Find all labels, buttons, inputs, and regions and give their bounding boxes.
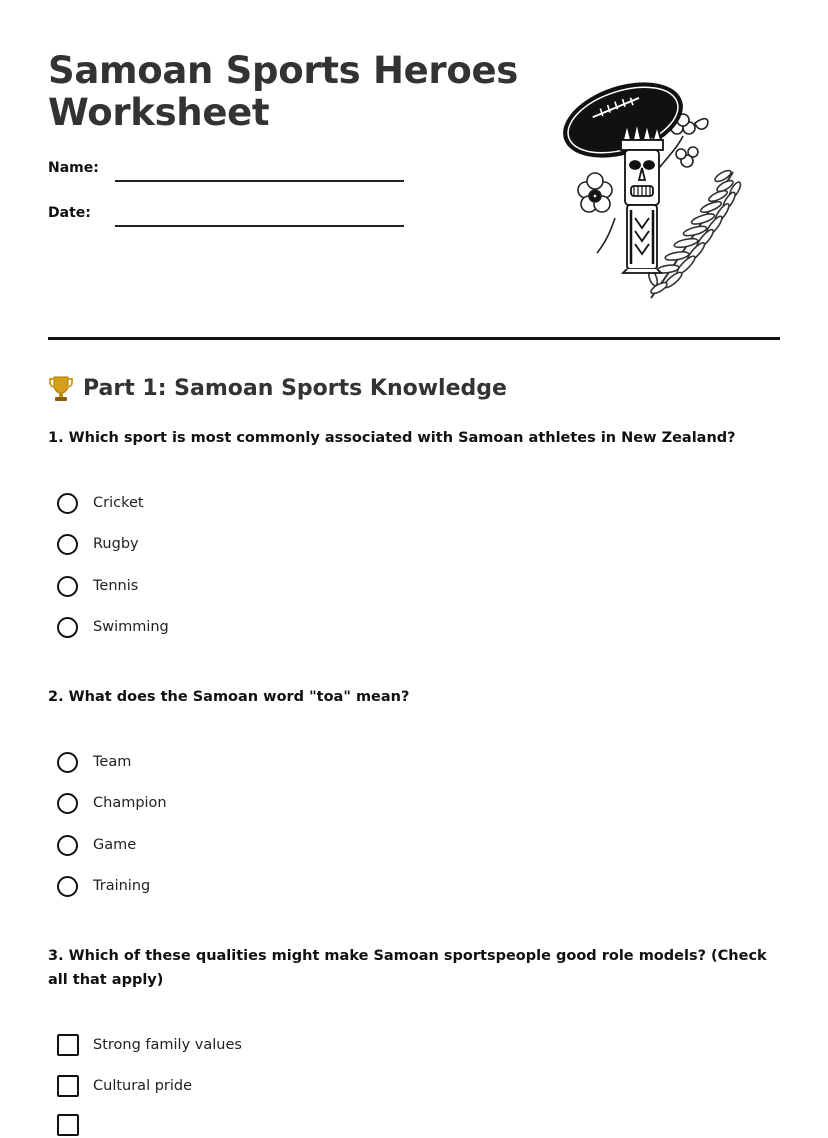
option-label: Team	[93, 754, 132, 770]
radio-button[interactable]	[57, 793, 78, 814]
tiki-statue-icon	[621, 122, 663, 273]
option-label: Tennis	[93, 578, 139, 594]
radio-button[interactable]	[57, 752, 78, 773]
option-label: Training	[93, 878, 151, 894]
name-label: Name:	[48, 160, 99, 176]
option-label: Cultural pride	[93, 1078, 193, 1094]
radio-button[interactable]	[57, 617, 78, 638]
rugby-ball-icon	[555, 69, 692, 172]
title-line-2: Worksheet	[48, 91, 270, 134]
q2-option-team[interactable]	[57, 749, 131, 775]
q2-option-training[interactable]	[57, 873, 150, 899]
option-label: Rugby	[93, 536, 139, 552]
q3-option-cultural-pride[interactable]	[57, 1073, 192, 1099]
q1-option-rugby[interactable]	[57, 531, 139, 557]
trophy-icon	[48, 375, 74, 403]
option-label: Champion	[93, 795, 167, 811]
question-1: 1. Which sport is most commonly associated with Samoan athletes in New Zealand?	[48, 430, 736, 446]
section-divider	[48, 337, 780, 340]
tiki-rugby-illustration	[555, 68, 745, 303]
hibiscus-flower-icon	[578, 173, 615, 253]
checkbox[interactable]	[57, 1075, 79, 1097]
worksheet-title	[48, 50, 518, 134]
question-3: 3. Which of these qualities might make Samoan sportspeople good role models? (Check all that apply)	[48, 948, 767, 988]
q3-option-partial[interactable]	[57, 1112, 93, 1138]
option-label: Strong family values	[93, 1037, 242, 1053]
question-2: 2. What does the Samoan word "toa" mean?	[48, 689, 410, 705]
q1-option-swimming[interactable]	[57, 614, 169, 640]
radio-button[interactable]	[57, 876, 78, 897]
radio-button[interactable]	[57, 835, 78, 856]
name-field[interactable]	[115, 180, 404, 182]
checkbox[interactable]	[57, 1114, 79, 1136]
radio-button[interactable]	[57, 493, 78, 514]
date-field[interactable]	[115, 225, 404, 227]
part1-heading	[48, 374, 507, 404]
radio-button[interactable]	[57, 576, 78, 597]
fern-icon	[647, 168, 743, 298]
q3-option-family-values[interactable]	[57, 1032, 242, 1058]
q1-option-tennis[interactable]	[57, 573, 138, 599]
radio-button[interactable]	[57, 534, 78, 555]
title-line-1: Samoan Sports Heroes	[48, 49, 519, 92]
q2-option-game[interactable]	[57, 832, 136, 858]
q1-option-cricket[interactable]	[57, 490, 144, 516]
date-label: Date:	[48, 205, 91, 221]
checkbox[interactable]	[57, 1034, 79, 1056]
part1-title: Part 1: Samoan Sports Knowledge	[83, 376, 507, 401]
option-label: Cricket	[93, 495, 144, 511]
option-label: Game	[93, 837, 137, 853]
q2-option-champion[interactable]	[57, 790, 167, 816]
option-label: Swimming	[93, 619, 169, 635]
